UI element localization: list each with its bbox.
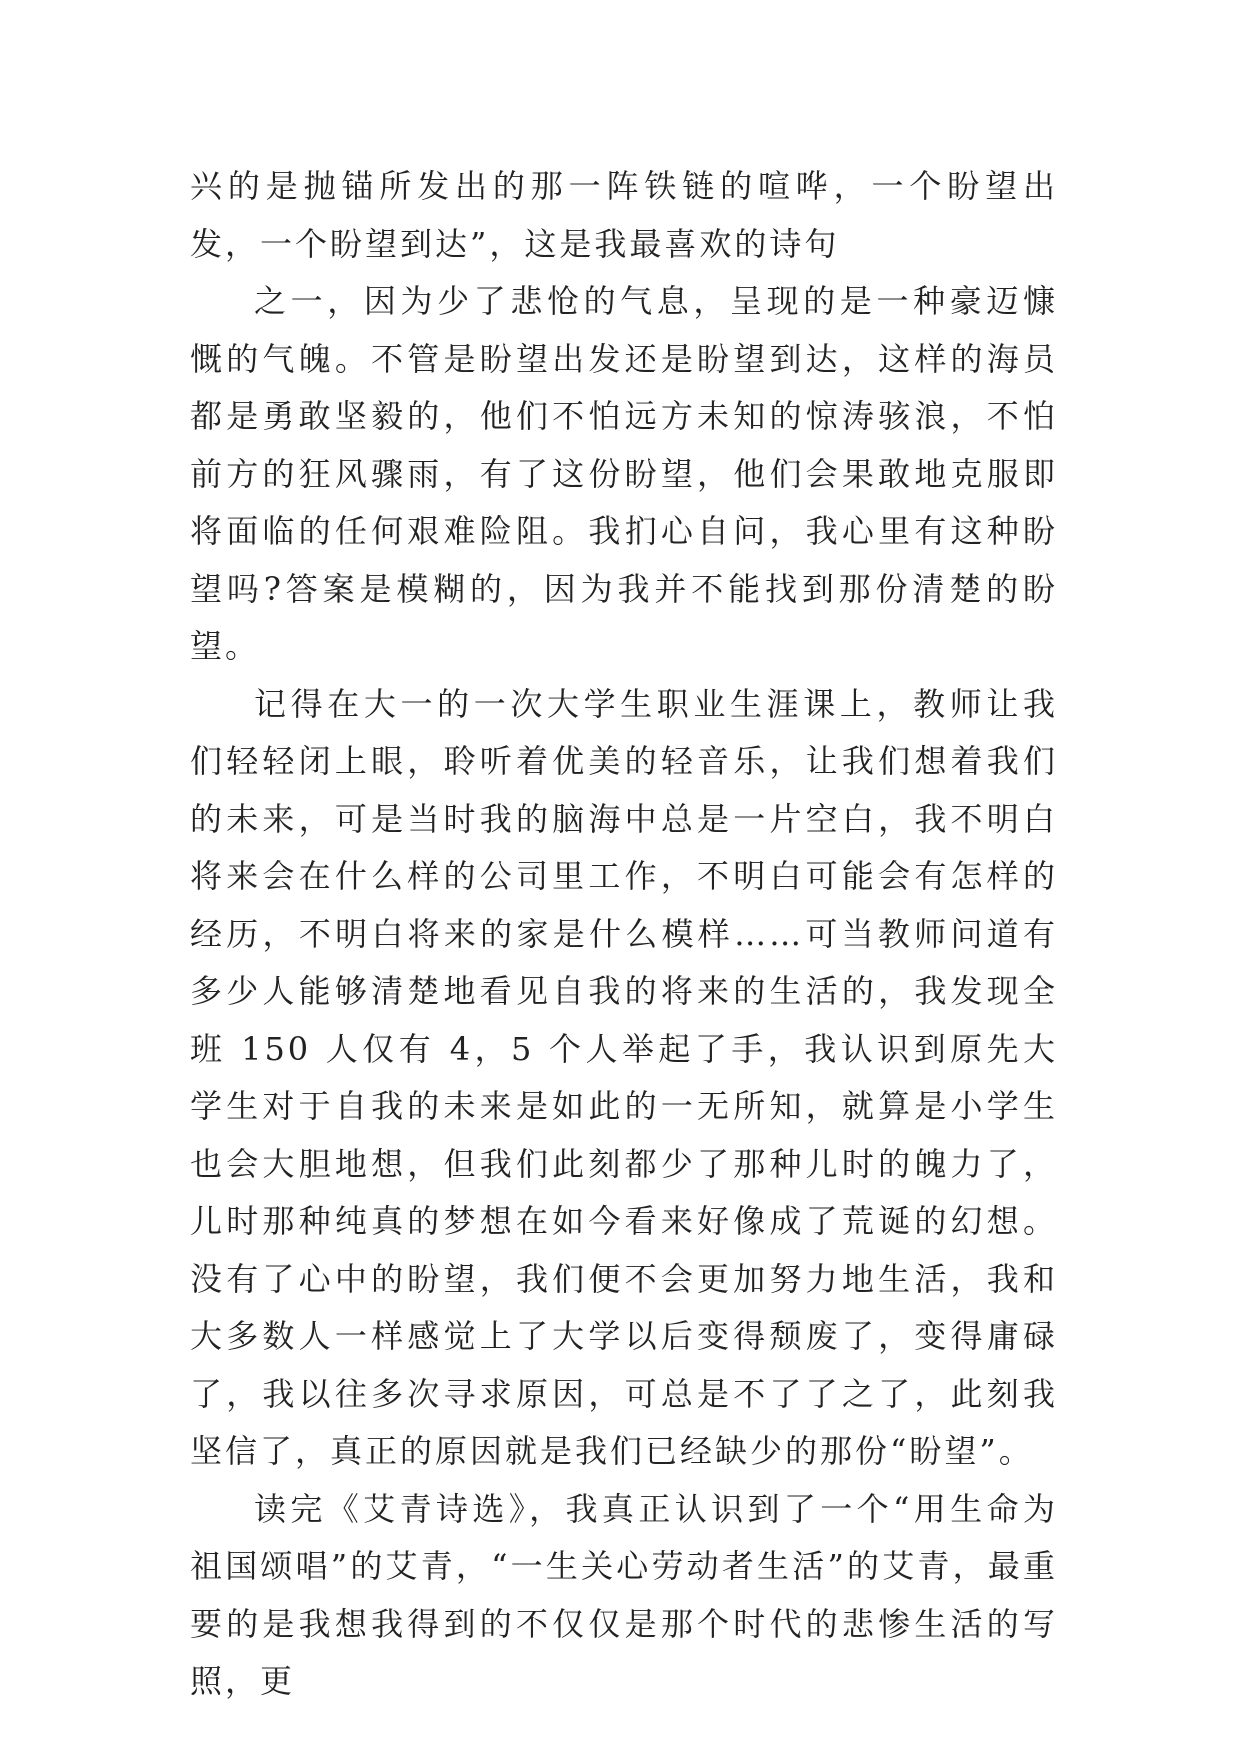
paragraph-2: 之一，因为少了悲怆的气息，呈现的是一种豪迈慷慨的气魄。不管是盼望出发还是盼望到达，这样的海员都是勇敢坚毅的，他们不怕远方未知的惊涛骇浪，不怕前方的狂风骤雨，有了这份盼望，他们会果敢地克服即将面临的任何艰难险阻。我扪心自问，我心里有这种盼望吗?答案是模糊的，因为我并不能找到那份清楚的盼望。 (190, 282, 1058, 665)
document-body (190, 158, 1058, 1711)
paragraph-3: 记得在大一的一次大学生职业生涯课上，教师让我们轻轻闭上眼，聆听着优美的轻音乐，让我们想着我们的未来，可是当时我的脑海中总是一片空白，我不明白将来会在什么样的公司里工作，不明白可能会有怎样的经历，不明白将来的家是什么模样……可当教师问道有多少人能够清楚地看见自我的将来的生活的，我发现全班 150 人仅有 4，5 个人举起了手，我认识到原先大学生对于自我的未来是如此的一无所知，就算是小学生也会大胆地想，但我们此刻都少了那种儿时的魄力了，儿时那种纯真的梦想在如今看来好像成了荒诞的幻想。没有了心中的盼望，我们便不会更加努力地生活，我和大多数人一样感觉上了大学以后变得颓废了，变得庸碌了，我以往多次寻求原因，可总是不了了之了，此刻我坚信了，真正的原因就是我们已经缺少的那份“盼望”。 (190, 684, 1058, 1470)
paragraph-4: 读完《艾青诗选》，我真正认识到了一个“用生命为祖国颂唱”的艾青，“一生关心劳动者生活”的艾青，最重要的是我想我得到的不仅仅是那个时代的悲惨生活的写照，更 (190, 1489, 1058, 1700)
paragraph-1: 兴的是抛锚所发出的那一阵铁链的喧哗，一个盼望出发，一个盼望到达”，这是我最喜欢的诗句 (190, 167, 1058, 263)
